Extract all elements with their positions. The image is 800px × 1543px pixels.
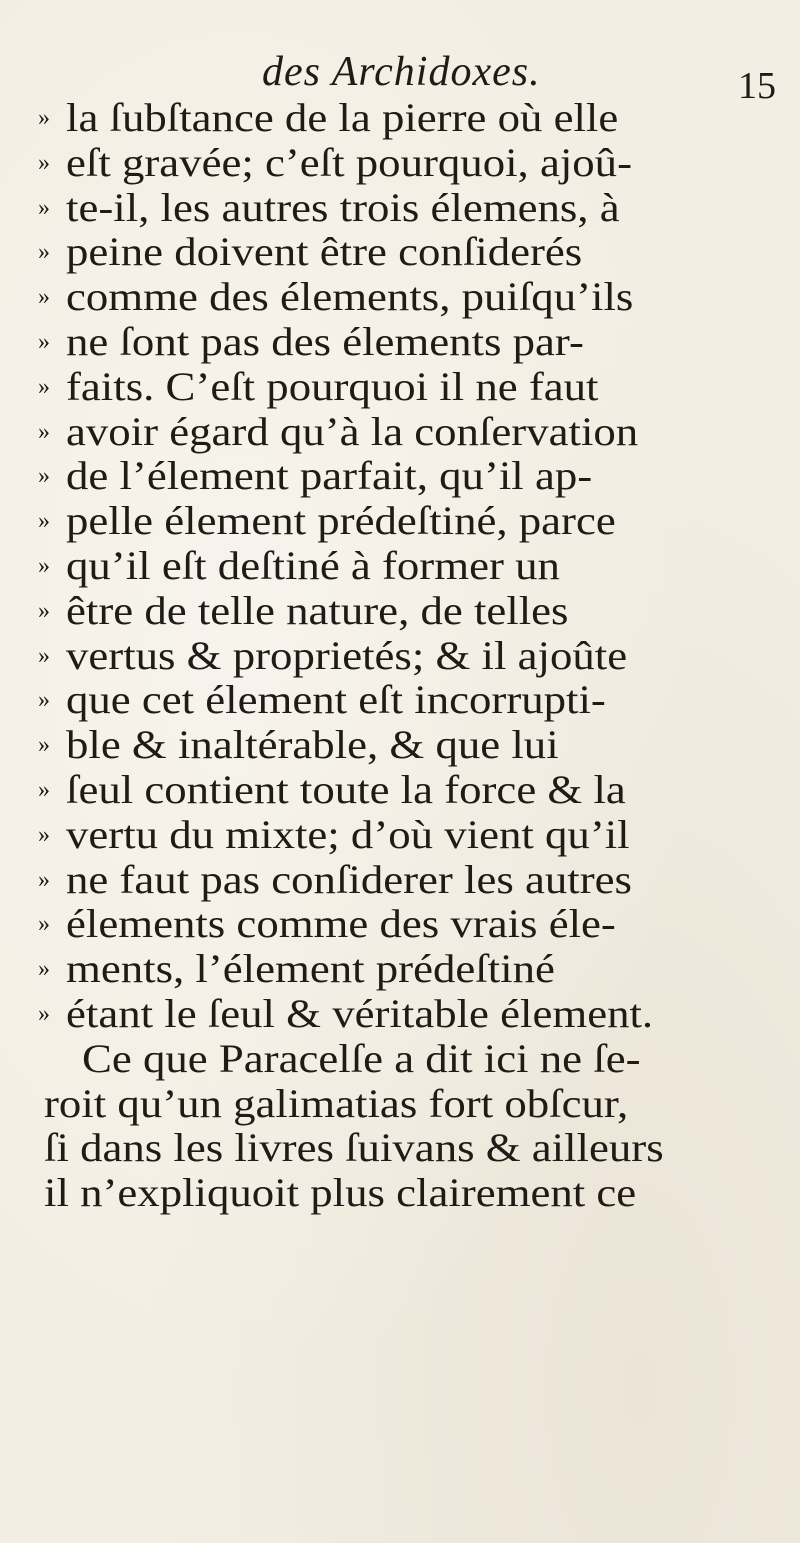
quote-mark: »	[38, 328, 48, 355]
quote-mark: »	[38, 776, 48, 803]
line-text: ments, l’élement prédeſtiné	[66, 946, 555, 992]
quote-mark: »	[38, 866, 48, 893]
line-text: Ce que Paracelſe a dit ici ne ſe-	[82, 1035, 641, 1081]
line-text: élements comme des vrais éle-	[66, 901, 616, 947]
quote-mark: »	[38, 911, 48, 938]
line-text: de l’élement parfait, qu’il ap-	[66, 453, 593, 499]
quote-mark: »	[38, 463, 48, 490]
text-line	[38, 544, 778, 589]
quote-mark: »	[38, 284, 48, 311]
quote-mark: »	[38, 508, 48, 535]
line-text: étant le ſeul & véritable élement.	[66, 990, 654, 1036]
quote-mark: »	[38, 418, 48, 445]
quote-mark: »	[38, 956, 48, 983]
quote-mark: »	[38, 642, 48, 669]
body-text	[38, 96, 778, 1216]
line-text: il n’expliquoit plus clairement ce	[44, 1170, 637, 1216]
text-line	[38, 320, 778, 365]
line-text: que cet élement eſt incorrupti-	[66, 677, 606, 723]
line-text: eſt gravée; c’eſt pourquoi, ajoû-	[66, 139, 633, 185]
text-line	[38, 813, 778, 858]
line-text: faits. C’eſt pourquoi il ne faut	[66, 363, 599, 409]
line-text: vertu du mixte; d’où vient qu’il	[66, 811, 630, 857]
text-line	[38, 454, 778, 499]
line-text: être de telle nature, de telles	[66, 587, 569, 633]
text-line	[38, 186, 778, 231]
text-line	[38, 1082, 778, 1127]
line-text: ſeul contient toute la force & la	[66, 766, 626, 812]
quote-mark: »	[38, 687, 48, 714]
quote-mark: »	[38, 105, 48, 131]
text-line	[38, 723, 778, 768]
text-line	[38, 275, 778, 320]
line-text: ſi dans les livres ſuivans & ailleurs	[44, 1125, 664, 1171]
quote-mark: »	[38, 732, 48, 759]
text-line	[38, 410, 778, 455]
running-head: des Archidoxes.	[262, 49, 541, 95]
quote-mark: »	[38, 194, 48, 221]
line-text: comme des élements, puiſqu’ils	[66, 274, 634, 320]
line-text: ne ſont pas des élements par-	[66, 318, 584, 364]
quote-mark: »	[38, 239, 48, 266]
line-text: roit qu’un galimatias fort obſcur,	[44, 1080, 629, 1126]
line-text: qu’il eſt deſtiné à former un	[66, 542, 560, 588]
quote-mark: »	[38, 1000, 48, 1027]
line-text: avoir égard qu’à la conſervation	[66, 408, 639, 454]
text-line	[38, 1126, 778, 1171]
text-line	[38, 634, 778, 679]
quote-mark: »	[38, 149, 48, 176]
line-text: ble & inaltérable, & que lui	[66, 722, 559, 768]
text-line	[38, 768, 778, 813]
text-line	[38, 947, 778, 992]
line-text: peine doivent être conſiderés	[66, 229, 583, 275]
text-line	[38, 365, 778, 410]
quote-mark: »	[38, 373, 48, 400]
quote-mark: »	[38, 552, 48, 579]
text-line	[38, 678, 778, 723]
text-line	[38, 589, 778, 634]
text-line	[38, 141, 778, 186]
text-line	[38, 902, 778, 947]
text-line	[38, 499, 778, 544]
line-text: te-il, les autres trois élemens, à	[66, 184, 620, 230]
line-text: pelle élement prédeſtiné, parce	[66, 498, 616, 544]
quote-mark: »	[38, 597, 48, 624]
page-header	[0, 48, 800, 107]
text-line	[38, 230, 778, 275]
page-number: 15	[738, 65, 776, 107]
text-line	[38, 96, 778, 141]
line-text: la ſubſtance de la pierre où elle	[66, 95, 619, 140]
line-text: vertus & proprietés; & il ajoûte	[66, 632, 628, 678]
line-text: ne faut pas conſiderer les autres	[66, 856, 632, 902]
quote-mark: »	[38, 821, 48, 848]
text-line	[38, 858, 778, 903]
text-line	[38, 1171, 778, 1216]
text-line	[38, 992, 778, 1037]
paragraph-first-line	[38, 1037, 778, 1082]
